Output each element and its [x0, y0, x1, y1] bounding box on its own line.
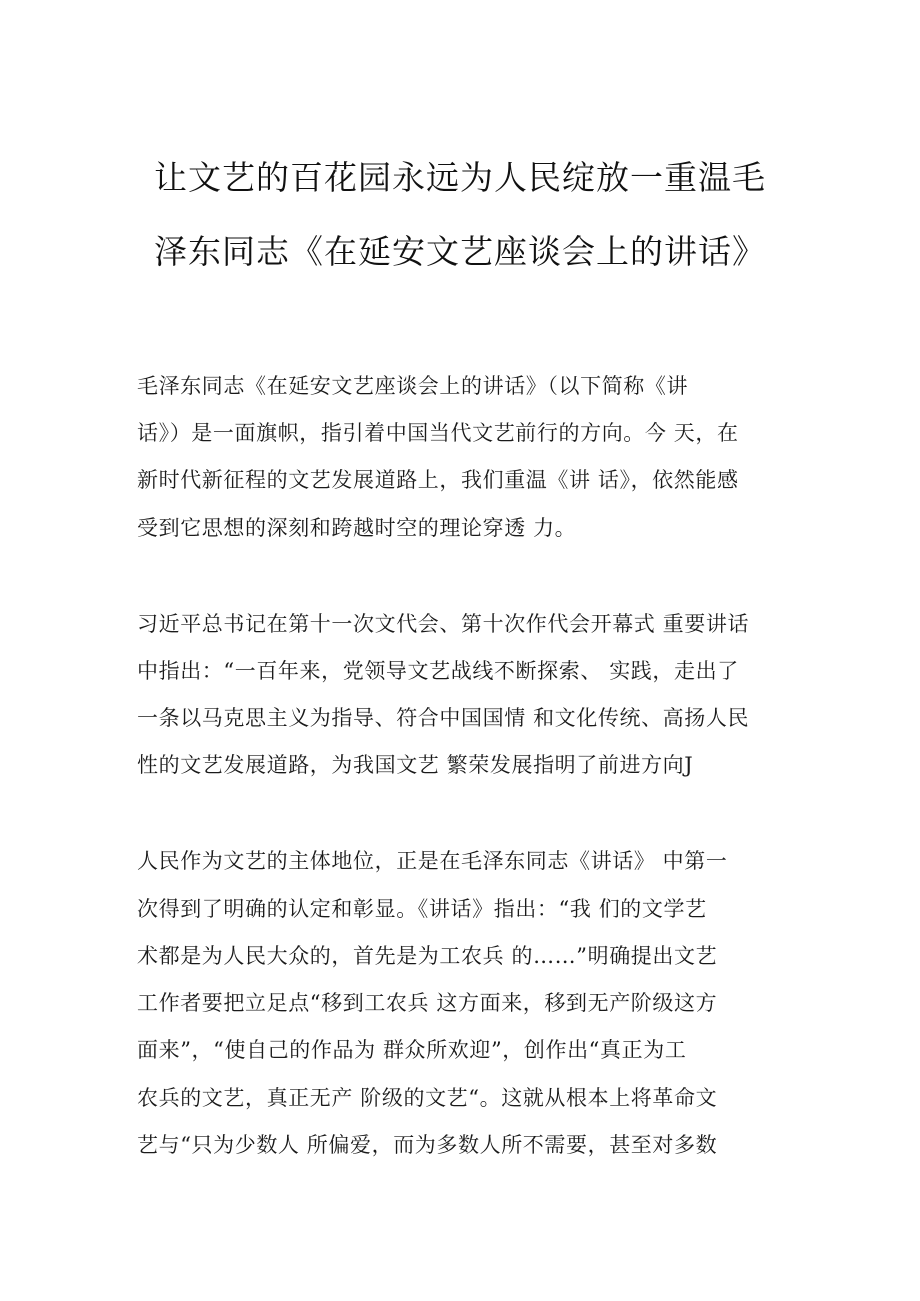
paragraph-3-line-7: 艺与“只为少数人 所偏爱，而为多数人所不需要，甚至对多数	[137, 1133, 718, 1157]
paragraph-3-line-4: 工作者要把立足点“移到工农兵 这方面来，移到无产阶级这方	[137, 991, 718, 1015]
paragraph-3-line-1: 人民作为文艺的主体地位，正是在毛泽东同志《讲话》 中第一	[137, 849, 728, 873]
paragraph-2-line-4: 性的文艺发展道路，为我国文艺 繁荣发展指明了前进方向J	[137, 753, 694, 777]
paragraph-1-line-1: 毛泽东同志《在延安文艺座谈会上的讲话》（以下简称《讲	[137, 374, 689, 398]
paragraph-3-line-5: 面来”，“使自己的作品为 群众所欢迎”，创作出“真正为工	[137, 1038, 687, 1062]
paragraph-2-line-3: 一条以马克思主义为指导、符合中国国情 和文化传统、高扬人民	[137, 706, 750, 730]
paragraph-2-line-1: 习近平总书记在第十一次文代会、第十次作代会开幕式 重要讲话	[137, 612, 750, 636]
paragraph-2-line-2: 中指出：“一百年来，党领导文艺战线不断探索、 实践，走出了	[137, 659, 739, 683]
paragraph-1-line-4: 受到它思想的深刻和跨越时空的理论穿透 力。	[137, 516, 577, 540]
paragraph-3-line-2: 次得到了明确的认定和彰显。《讲话》指出：“我 们的文学艺	[137, 897, 707, 921]
paragraph-3-line-3: 术都是为人民大众的，首先是为工农兵 的……”明确提出文艺	[137, 944, 718, 968]
paragraph-1-line-3: 新时代新征程的文艺发展道路上，我们重温《讲 话》，依然能感	[137, 468, 739, 492]
paragraph-1-line-2: 话》）是一面旗帜，指引着中国当代文艺前行的方向。今 天，在	[137, 421, 739, 445]
document-title-line-1: 让文艺的百花园永远为人民绽放一重温毛	[154, 158, 766, 197]
document-title-line-2: 泽东同志《在延安文艺座谈会上的讲话》	[154, 232, 766, 271]
paragraph-3-line-6: 农兵的文艺，真正无产 阶级的文艺“。这就从根本上将革命文	[137, 1086, 718, 1110]
